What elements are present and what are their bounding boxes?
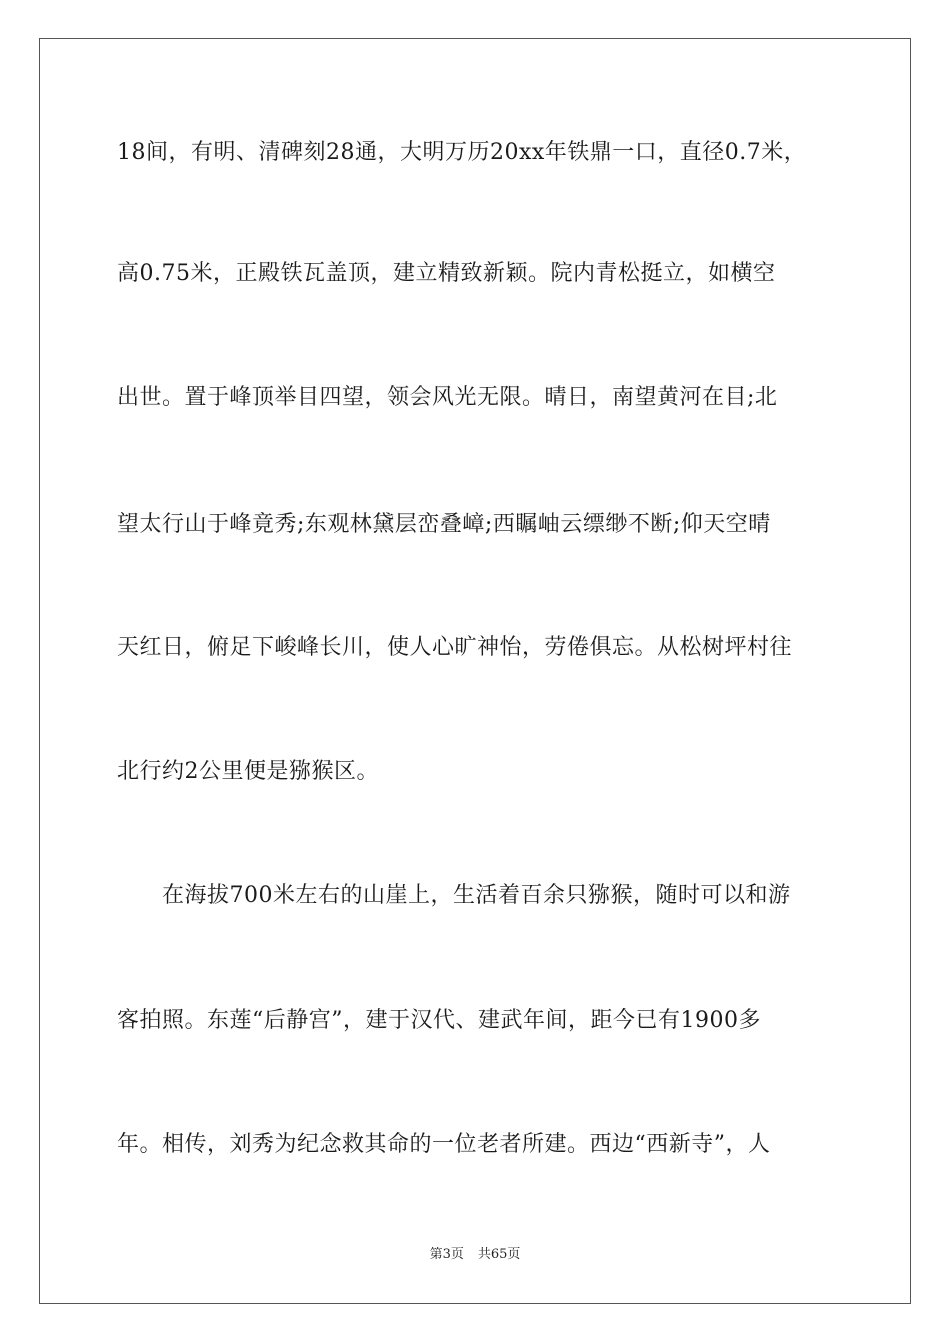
text-line: 高0.75米，正殿铁瓦盖顶，建立精致新颖。院内青松挺立，如横空 [117, 261, 776, 286]
text-line: 客拍照。东莲“后静宫”，建于汉代、建武年间，距今已有1900多 [117, 1008, 761, 1033]
page-number: 第3页 [429, 1247, 464, 1262]
page-footer [0, 1246, 950, 1264]
text-line: 天红日，俯足下峻峰长川，使人心旷神怡，劳倦俱忘。从松树坪村往 [117, 635, 793, 660]
text-line: 望太行山于峰竟秀;东观林黛层峦叠嶂;西瞩岫云缥缈不断;仰天空晴 [117, 512, 771, 537]
text-line: 北行约2公里便是猕猴区。 [117, 759, 379, 784]
text-line: 18间，有明、清碑刻28通，大明万历20xx年铁鼎一口，直径0.7米， [117, 140, 807, 165]
text-line: 年。相传，刘秀为纪念救其命的一位老者所建。西边“西新寺”，人 [117, 1132, 771, 1157]
text-line: 在海拔700米左右的山崖上，生活着百余只猕猴，随时可以和游 [117, 883, 791, 908]
text-line: 出世。置于峰顶举目四望，领会风光无限。晴日，南望黄河在目;北 [117, 385, 778, 410]
page-total: 共65页 [477, 1247, 521, 1262]
page-border [39, 38, 911, 1304]
